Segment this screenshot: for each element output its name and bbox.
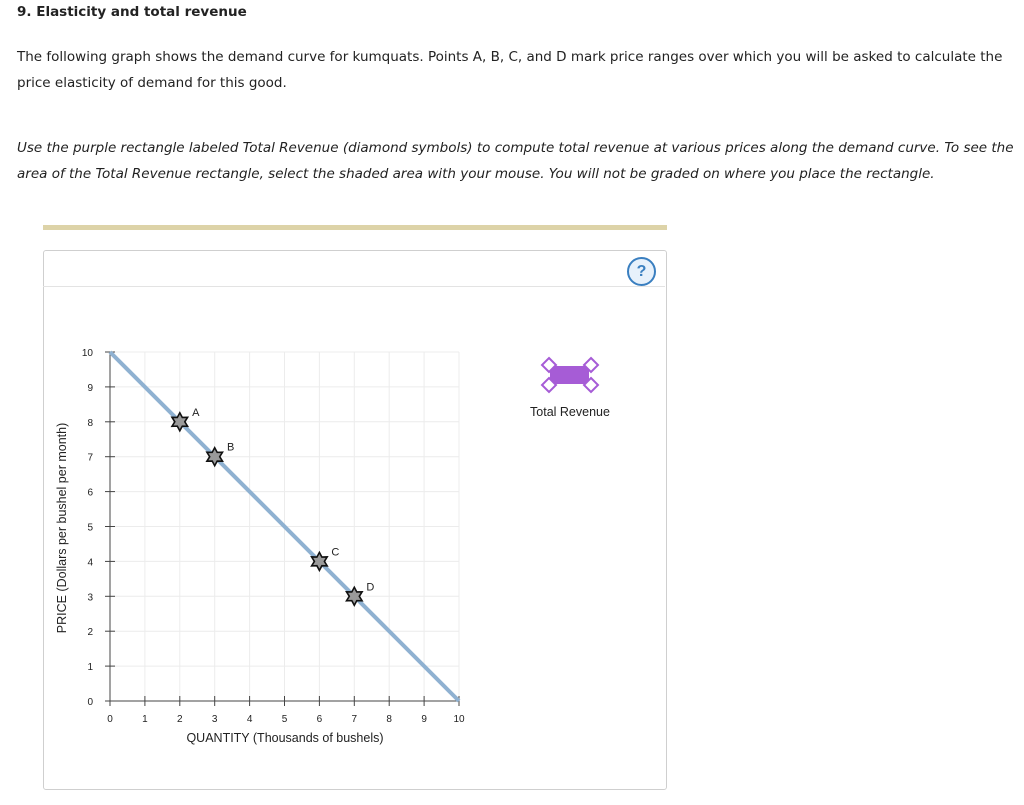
y-tick-label: 2 xyxy=(87,627,93,639)
x-tick-label: 1 xyxy=(142,714,148,725)
x-tick-label: 2 xyxy=(177,714,183,725)
graph-panel xyxy=(43,250,667,790)
y-axis-title: PRICE (Dollars per bushel per month) xyxy=(55,422,69,634)
separator-bar xyxy=(43,225,667,230)
point-a-label: A xyxy=(192,406,200,419)
x-tick-label: 3 xyxy=(211,714,218,725)
y-tick-label: 9 xyxy=(87,382,93,394)
x-tick-label: 0 xyxy=(107,714,113,725)
point-b-label: B xyxy=(227,441,235,454)
x-axis-title: QUANTITY (Thousands of bushels) xyxy=(186,731,384,745)
point-d-label: D xyxy=(366,581,375,594)
y-tick-label: 1 xyxy=(87,662,93,674)
total-revenue-rectangle[interactable] xyxy=(550,366,589,384)
x-tick-label: 10 xyxy=(453,714,465,725)
y-tick-label: 3 xyxy=(87,592,93,604)
question-intro: The following graph shows the demand curve for kumquats. Points A, B, C, and D mark price ranges over which you will be asked to calculate the price elasticity of demand for this good. xyxy=(17,49,1003,91)
point-c-label: C xyxy=(331,546,340,559)
x-tick-label: 7 xyxy=(351,714,358,725)
x-tick-label: 9 xyxy=(421,714,427,725)
y-tick-label: 5 xyxy=(87,522,93,534)
x-tick-label: 4 xyxy=(246,714,253,725)
legend-total-revenue-label: Total Revenue xyxy=(530,405,610,419)
y-tick-label: 8 xyxy=(87,417,93,429)
question-instructions: Use the purple rectangle labeled Total Revenue (diamond symbols) to compute total revenue at various prices along the demand curve. To see the area of the Total Revenue rectangle, select the shaded area with your mouse. You will not be graded on where you place the rectangle. xyxy=(17,140,1014,182)
x-tick-label: 8 xyxy=(386,714,392,725)
y-tick-label: 4 xyxy=(87,557,93,569)
y-tick-label: 7 xyxy=(87,452,93,464)
question-title: 9. Elasticity and total revenue xyxy=(17,4,247,20)
x-tick-label: 6 xyxy=(316,714,323,725)
panel-header-divider xyxy=(43,286,665,287)
x-tick-label: 5 xyxy=(281,714,288,725)
y-tick-label: 10 xyxy=(81,348,93,359)
help-button[interactable]: ? xyxy=(627,257,656,286)
y-tick-label: 0 xyxy=(87,697,93,708)
y-tick-label: 6 xyxy=(87,487,93,499)
